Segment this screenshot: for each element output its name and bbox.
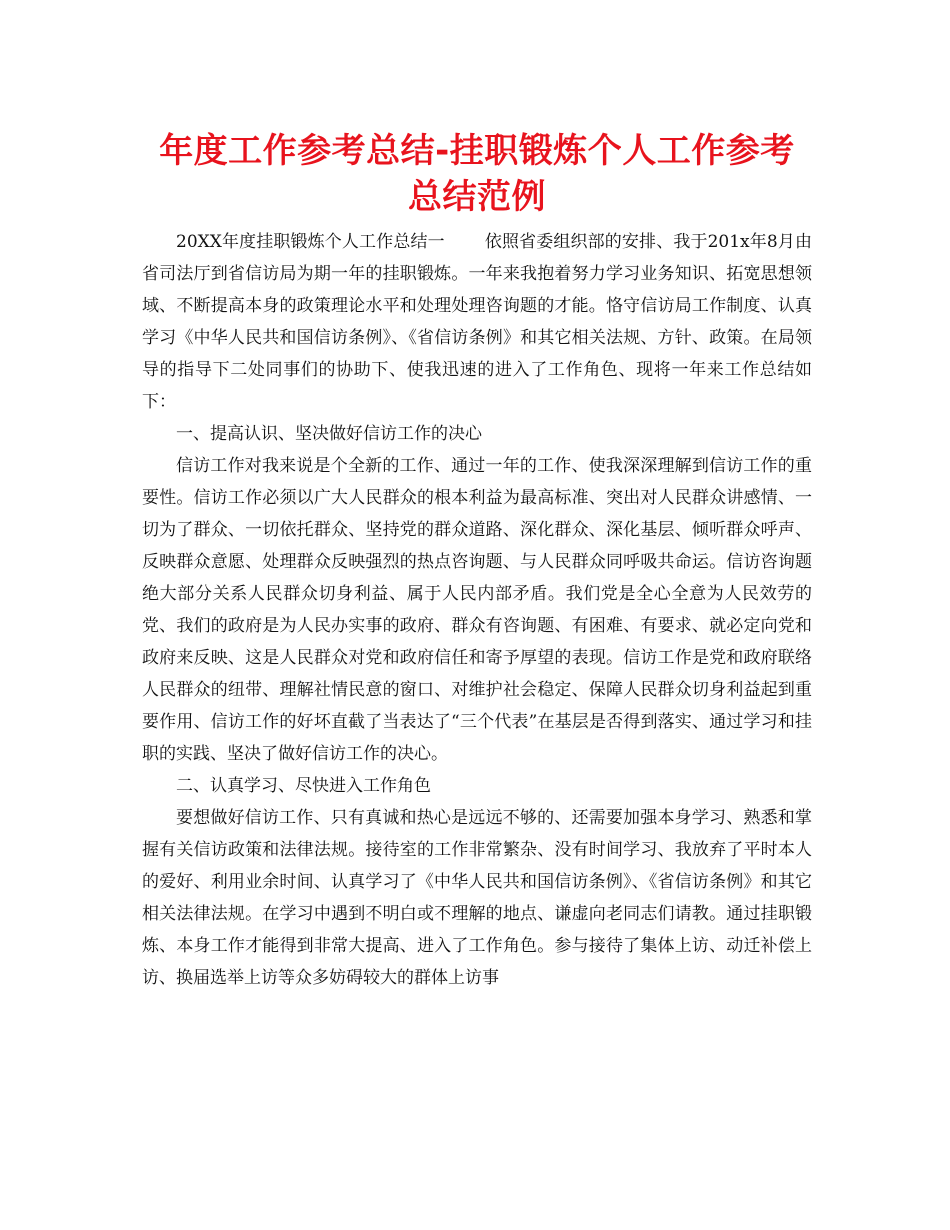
intro-heading: 20XX年度挂职锻炼个人工作总结一 xyxy=(176,232,445,252)
intro-text: 依照省委组织部的安排、我于201x年8月由省司法厅到省信访局为期一年的挂职锻炼。一年来我抱着努力学习业务知识、拓宽思想领域、不断提高本身的政策理论水平和处理处理咨询题的才能。恪守信访局工作制度、认真学习《中华人民共和国信访条例》、《省信访条例》和其它相关法规、方针、政策。在局领导的指导下二处同事们的协助下、使我迅速的进入了工作角色、现将一年来工作总结如下： xyxy=(142,232,812,412)
document-title: 年度工作参考总结-挂职锻炼个人工作参考总结范例 xyxy=(159,131,795,217)
document-body xyxy=(142,226,812,994)
section-heading-1: 一、提高认识、坚决做好信访工作的决心 xyxy=(176,424,482,444)
intro-paragraph xyxy=(142,226,812,418)
body-paragraph-1: 信访工作对我来说是个全新的工作、通过一年的工作、使我深深理解到信访工作的重要性。信访工作必须以广大人民群众的根本利益为最高标准、突出对人民群众讲感情、一切为了群众、一切依托群众、坚持党的群众道路、深化群众、深化基层、倾听群众呼声、反映群众意愿、处理群众反映强烈的热点咨询题、与人民群众同呼吸共命运。信访咨询题绝大部分关系人民群众切身利益、属于人民内部矛盾。我们党是全心全意为人民效劳的党、我们的政府是为人民办实事的政府、群众有咨询题、有困难、有要求、就必定向党和政府来反映、这是人民群众对党和政府信任和寄予厚望的表现。信访工作是党和政府联络人民群众的纽带、理解社情民意的窗口、对维护社会稳定、保障人民群众切身利益起到重要作用、信访工作的好坏直截了当表达了“三个代表”在基层是否得到落实、通过学习和挂职的实践、坚决了做好信访工作的决心。 xyxy=(142,456,812,764)
document-page xyxy=(142,128,812,994)
body-paragraph-2: 要想做好信访工作、只有真诚和热心是远远不够的、还需要加强本身学习、熟悉和掌握有关信访政策和法律法规。接待室的工作非常繁杂、没有时间学习、我放弃了平时本人的爱好、利用业余时间、认真学习了《中华人民共和国信访条例》、《省信访条例》和其它相关法律法规。在学习中遇到不明白或不理解的地点、谦虚向老同志们请教。通过挂职锻炼、本身工作才能得到非常大提高、进入了工作角色。参与接待了集体上访、动迁补偿上访、换届选举上访等众多妨碍较大的群体上访事 xyxy=(142,808,812,988)
section-heading-2: 二、认真学习、尽快进入工作角色 xyxy=(176,776,431,796)
